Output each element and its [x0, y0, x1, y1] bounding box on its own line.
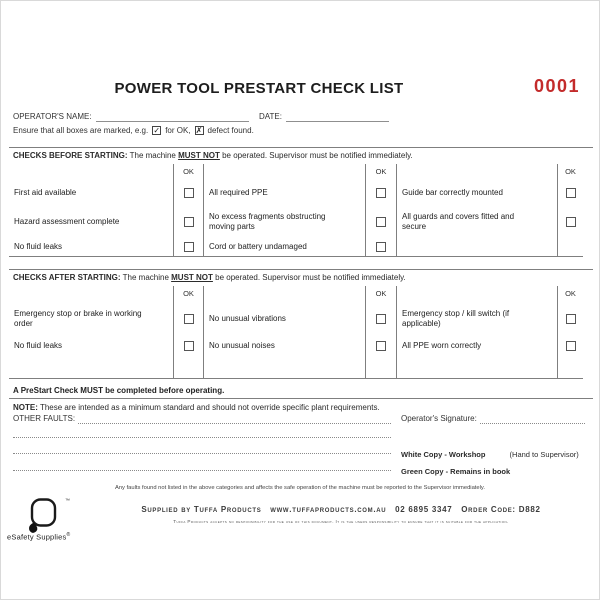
signature-field[interactable] — [480, 414, 585, 424]
checkbox-cell — [558, 207, 583, 237]
table-cell-empty — [9, 164, 174, 179]
other-faults-field[interactable] — [78, 414, 391, 424]
check-item-label: Emergency stop / kill switch (if applicable) — [397, 301, 558, 337]
checkbox-cell — [174, 301, 204, 337]
checkbox[interactable] — [566, 188, 576, 198]
section-after-warn-pre: The machine — [122, 273, 169, 282]
green-copy-label: Green Copy - Remains in book — [401, 467, 511, 476]
check-item-label: No excess fragments obstructing moving parts — [204, 207, 366, 237]
faults-notice: Any faults found not listed in the above categories and affects the safe operation of the machine must be reported to the Supervisor immediately. — [114, 485, 486, 491]
check-item-label: Guide bar correctly mounted — [397, 179, 558, 207]
instruction-prefix: Ensure that all boxes are marked, e.g. — [13, 126, 149, 135]
ok-column-header: OK — [565, 167, 576, 176]
divider — [9, 269, 593, 270]
ok-column-header: OK — [174, 286, 204, 301]
checkbox[interactable] — [184, 217, 194, 227]
check-item-label: Hazard assessment complete — [9, 207, 174, 237]
date-label: DATE: — [259, 112, 282, 121]
checkbox-cell — [174, 237, 204, 256]
other-faults-line[interactable] — [13, 437, 391, 438]
table-cell-empty — [204, 164, 366, 179]
check-item-label — [397, 237, 558, 256]
check-item-label: No fluid leaks — [9, 337, 174, 378]
checkbox-cell — [366, 237, 397, 256]
checkbox-cell — [558, 337, 583, 378]
checkbox[interactable] — [566, 314, 576, 324]
prestart-note: A PreStart Check MUST be completed before operating. — [13, 386, 225, 395]
section-before-title: CHECKS BEFORE STARTING: — [13, 151, 128, 160]
check-item-label: All PPE worn correctly — [397, 337, 558, 378]
operator-name-field[interactable] — [96, 111, 249, 122]
check-item-label: Cord or battery undamaged — [204, 237, 366, 256]
section-after-warn-post: be operated. Supervisor must be notified immediately. — [215, 273, 406, 282]
other-faults-row — [13, 414, 391, 424]
ok-column-header: OK — [366, 164, 397, 179]
green-copy-row — [401, 467, 510, 476]
check-item-label: Emergency stop or brake in working order — [9, 301, 174, 337]
table-cell-empty — [558, 237, 583, 256]
divider — [9, 147, 593, 148]
instruction-defect-text: defect found. — [207, 126, 254, 135]
other-faults-line[interactable] — [13, 453, 391, 454]
checkbox-cell — [174, 337, 204, 378]
check-item-label: All required PPE — [204, 179, 366, 207]
checkbox[interactable] — [184, 188, 194, 198]
signature-label: Operator's Signature: — [401, 414, 477, 423]
table-cell-empty — [204, 286, 366, 301]
white-copy-note: (Hand to Supervisor) — [509, 450, 579, 459]
brand-registered-mark: ® — [66, 532, 71, 538]
brand-text: eSafety Supplies — [7, 532, 67, 542]
divider — [9, 398, 593, 399]
checkbox[interactable] — [184, 314, 194, 324]
table-cell-empty — [397, 286, 558, 301]
check-item-label: All guards and covers fitted and secure — [397, 207, 558, 237]
ok-column-header: OK — [366, 286, 397, 301]
other-faults-label: OTHER FAULTS: — [13, 414, 76, 423]
other-faults-line[interactable] — [13, 470, 391, 471]
checkbox-cell — [366, 301, 397, 337]
section-after-heading — [13, 273, 406, 282]
checkbox-cell — [558, 179, 583, 207]
checkbox-cell — [558, 301, 583, 337]
checkbox[interactable] — [184, 242, 194, 252]
marking-instruction — [13, 126, 254, 135]
supplier-disclaimer: Tuffa Products accepts no responsibility for the use of this document. It is the users responsibility to ensure that it is suitable for the application. — [173, 519, 509, 524]
ok-column-header: OK — [174, 164, 204, 179]
checkbox[interactable] — [184, 341, 194, 351]
checkbox[interactable] — [376, 242, 386, 252]
white-copy-label: White Copy - Workshop — [401, 450, 486, 459]
minimum-standard-note — [13, 403, 380, 412]
section-before-warn-post: be operated. Supervisor must be notified immediately. — [222, 151, 413, 160]
date-field[interactable] — [286, 111, 389, 122]
brand-name — [7, 532, 70, 542]
section-after-title: CHECKS AFTER STARTING: — [13, 273, 121, 282]
table-cell-empty — [9, 286, 174, 301]
esafety-supplies-logo-icon — [21, 497, 67, 537]
checks-after-table — [9, 286, 583, 379]
checkbox[interactable] — [376, 188, 386, 198]
checkbox[interactable] — [566, 217, 576, 227]
checkbox-cell — [366, 179, 397, 207]
check-item-label: First aid available — [9, 179, 174, 207]
checkbox[interactable] — [376, 341, 386, 351]
checkbox-cell — [174, 207, 204, 237]
white-copy-row — [401, 450, 579, 459]
section-before-heading — [13, 151, 413, 160]
operator-name-row — [13, 111, 249, 122]
checkbox[interactable] — [566, 341, 576, 351]
signature-row — [401, 414, 585, 424]
check-item-label: No unusual noises — [204, 337, 366, 378]
checked-box-example-icon: ✓ — [153, 125, 161, 135]
supplier-line: Supplied by Tuffa Products www.tuffaproducts.com.au 02 6895 3347 Order Code: D882 — [141, 505, 541, 514]
note-label: NOTE: — [13, 403, 38, 412]
table-cell-empty — [397, 164, 558, 179]
checkbox-cell — [366, 337, 397, 378]
page-title: POWER TOOL PRESTART CHECK LIST — [114, 80, 404, 97]
logo-trademark: ™ — [65, 498, 70, 504]
section-after-must-not: MUST NOT — [171, 273, 213, 282]
crossed-box-example-icon: ✗ — [195, 125, 203, 135]
instruction-ok-text: for OK, — [165, 126, 191, 135]
check-item-label: No unusual vibrations — [204, 301, 366, 337]
check-item-label: No fluid leaks — [9, 237, 174, 256]
checks-before-table — [9, 164, 583, 257]
operator-name-label: OPERATOR'S NAME: — [13, 112, 92, 121]
checkbox-cell — [174, 179, 204, 207]
note-text: These are intended as a minimum standard and should not override specific plant requirements. — [39, 403, 380, 412]
checkbox[interactable] — [376, 314, 386, 324]
section-before-warn-pre: The machine — [129, 151, 176, 160]
serial-number: 0001 — [533, 76, 580, 96]
ok-column-header: OK — [565, 289, 576, 298]
section-before-must-not: MUST NOT — [178, 151, 220, 160]
checkbox-cell — [366, 207, 397, 237]
checkbox[interactable] — [376, 217, 386, 227]
date-row — [259, 111, 389, 122]
